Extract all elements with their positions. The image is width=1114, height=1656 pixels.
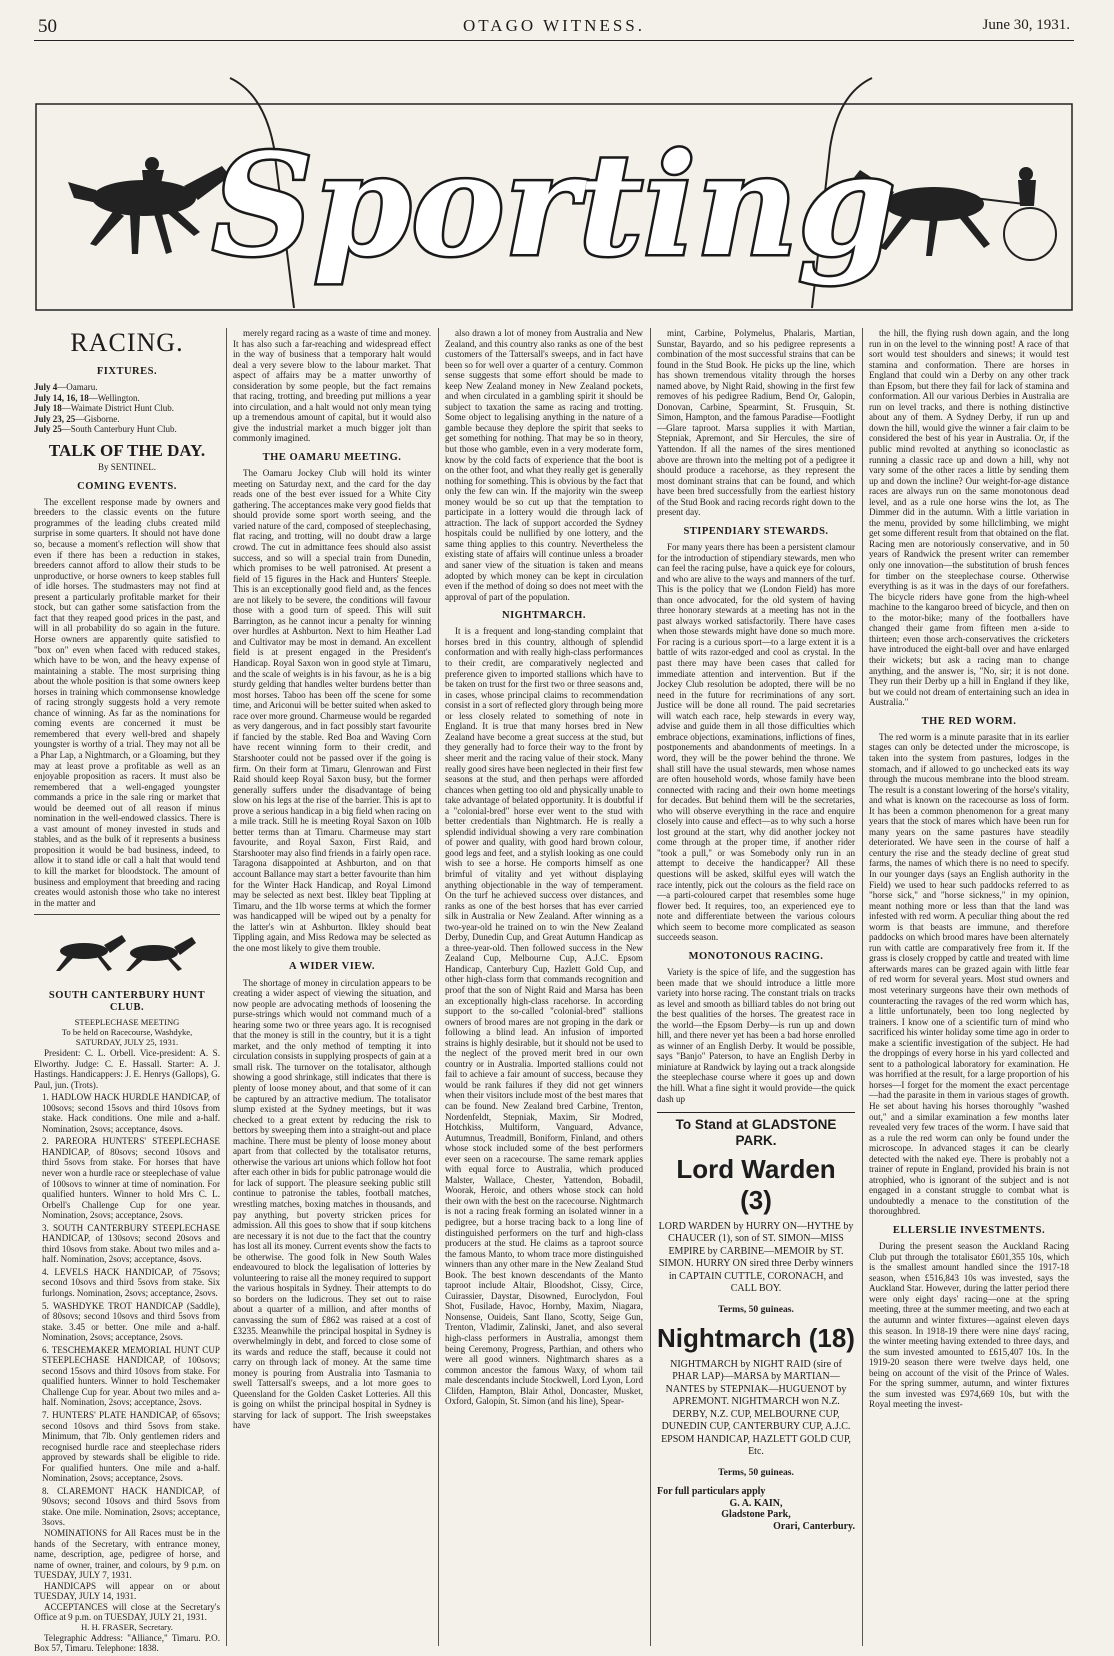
secretary: H. H. FRASER, Secretary.: [81, 1621, 173, 1632]
column-5-intro: the hill, the flying rush down again, and the long run in on the level to the winning post! A race of that sort would test shoulders and sinews; it would test stamina and conformation. There are horses in England that could win a Derby on any other track than Epsom, but there they fail for lack of stamina and conformation. All our various Derbies in Australia are run on level tracks, and there is nothing distinctive about any of them. A Sydney Derby, if run up and down the hill, would give the winner a fair claim to be considered the best of his year in Australia. Or, if the public mind revolted at anything so iconoclastic as running a classic race up and down a hill, why not vary some of the other races a little by sending them up and down the incline? Our weight-for-age distance races are always run on the same monotonous dead level, and as a rule one horse wins the lot, as The Dimmer did in the autumn. With a little variation in the menu, provided by some hillclimbing, we might get some different result from that obtained on the flat. Racing men are notoriously conservative, and in 50 years of Randwick the present writer can remember only one innovation—the substitution of brush fences for timber on the steeplechase course. Otherwise everything is as it was in the days of our forefathers. The bicycle riders have gone from the high-wheel machine to the kangaroo breed of bicycle, and then on to the motor-bike; many of the footballers have changed their game from fifteen men a-side to thirteen; even those arch-conservatives the cricketers have introduced the eight-ball over and have enlarged their wickets; but ask a racing man to change anything, and the answer is, "No, sir; it is not done. They run their Derby up a hill in England if they like, but we could not dream of entertaining such an idea in Australia.": [869, 328, 1069, 708]
red-worm-heading: THE RED WORM.: [921, 715, 1017, 727]
coming-events-text: The excellent response made by owners and breeders to the classic events on the future programmes of the leading clubs created mild surprise in some quarters. It should not have done so, because a moment's reflection will show that even if there has been a reduction in stakes, breeders cannot afford to allow their studs to be unproductive, or horse owners to keep stables full of idle horses. The studmasters may not find at present a particularly profitable market for their stock, but can gather some satisfaction from the fact that they reaped good prices in the past, and will in all probability do so again in the future. Horse owners are apparently quite satisfied to "box on" even when faced with reduced stakes, which have to be won, and the heavy expense of maintaining a stable. The most surprising thing about the whole position is that some owners keep horses in training which commonsense knowledge of racing strongly suggests hold a very remote chance of winning. As far as the nominations for coming events are concerned it must be remembered that every well-bred and shapely youngster is worthy of a trial. They may not all be a Phar Lap, a Nightmarch, or a Gloaming, but they may at least prove a profitable as well as an enjoyable proposition as racers. It must also be remembered that a well-engaged youngster commands a price in the sale ring or market that would be deemed out of all reason if minus nomination in the well-endowed classics. There is a vast amount of money invested in studs and stables, and as the bulk of it represents a business proposition it would be bad business, indeed, to allow it to stand idle or call a halt that would tend to kill the market for bloodstock. The amount of business and employment that breeding and racing creates would astonish those who take no interest in the matter and: [34, 496, 220, 908]
stipendiary-stewards-text: For many years there has been a persistent clamour for the introduction of stipendiary stewards, men who can feel the racing pulse, have a quick eye for colours, and who are alive to the ways and manners of the turf. This is the policy that we (London Field) has more than once advocated, for the old system of having three honorary stewards at a meeting has not in the past always worked satisfactorily. There have cases when those stewards might have done so much more. For racing is a curious sport—to a large extent it is a battle of wits razor-edged and cool as crystal. In the past there may have been cases that called for immediate attention and intervention. But if the Jockey Club resolution be adopted, there will be no need in the future for recriminations of any sort. Justice will be done all round. The paid secretaries will watch each race, help stewards in every way, advise and guide them in all those difficulties which embrace objections, examinations, inflictions of fines, postponements and abandonments of meetings. In a word, they will be the power behind the throne. We shall still have the usual stewards, men whose names are often household words, whose family have been connected with racing and their own home meetings for decades. But behind them will be the secretaries, who will observe everything in the race and enquire closely into cause and effect—as to why such a horse lost ground at the start, why did another jockey not come through at the proper time, if another rider "took a pull," or was Somebody only run in an attempt to deceive the handicapper? All these questions will be asked, skilful eyes will watch the race intently, pick out the colours as the field race on—a parti-coloured carpet that resembles some huge flower bed. It requires, too, an experienced eye to note and differentiate between the various colours which seem to become more complicated as season succeeds season.: [657, 542, 855, 943]
sporting-banner: [34, 58, 1074, 328]
masthead: [34, 14, 1074, 41]
meeting-date: SATURDAY, JULY 25, 1931.: [75, 1037, 179, 1047]
race-item: 6. TESCHEMAKER MEMORIAL HUNT CUP STEEPLECHASE HANDICAP, of 100sovs; second 15sovs and third 10sovs from stake. For qualified hunters. Winner to hold Teschemaker Challenge Cup for year. About two miles and a-half. Nomination, 2sovs; acceptance, 2sovs.: [42, 1344, 220, 1408]
ellerslie-text: During the present season the Auckland Racing Club put through the totalisator £601,355 10s, which is the smallest amount handled since the 1917-18 season, when £516,843 10s was invested, says the Auckland Star. However, during the latter period there were only eight days' racing—one at the spring meeting, three at the summer meeting, and two each at the autumn and winter fixtures—against eleven days this season. In 1918-19 there were nine days' racing, the winter meeting having extended to three days, and the sum invested amounted to £615,407 10s. In the 1919-20 season there were twelve days held, one being on account of the visit of the Prince of Wales. For the spring summer, autumn, and winter fixtures the sum invested was £974,669 10s, but with the Royal meeting the invest-: [869, 1241, 1069, 1410]
ad-pedigree-nightmarch: NIGHTMARCH by NIGHT RAID (sire of PHAR LAP)—MARSA by MARTIAN—NANTES by STEPNIAK—HUGUENOT by APREMONT. NIGHTMARCH won N.Z. DERBY, N.Z. CUP, MELBOURNE CUP, DUNEDIN CUP, CANTERBURY CUP, A.J.C. EPSOM HANDICAP, HAZLETT GOLD CUP, Etc.: [661, 1358, 851, 1458]
racehorse-jockey-icon: [68, 157, 230, 254]
talk-of-the-day-heading: TALK OF THE DAY.: [48, 440, 206, 460]
wider-view-heading: A WIDER VIEW.: [289, 961, 375, 973]
ad-contact-name: G. A. KAIN,: [729, 1497, 783, 1509]
newspaper-title: OTAGO WITNESS.: [463, 16, 645, 35]
nominations-notice: NOMINATIONS for All Races must be in the hands of the Secretary, with entrance money, name, description, age, pedigree of horse, and name of owner, trainer, and colours, by 9 p.m. on TUESDAY, JULY 7, 1931.: [34, 1528, 220, 1581]
ad-apply: For full particulars apply: [657, 1486, 766, 1498]
column-4: [650, 328, 861, 1646]
contact-details: Telegraphic Address: "Alliance," Timaru. P.O. Box 57, Timaru. Telephone: 1838.: [34, 1632, 220, 1654]
ad-pedigree-lord-warden: LORD WARDEN by HURRY ON—HYTHE by CHAUCER (1), son of ST. SIMON—MISS EMPIRE by CARBINE—MEMOIR by ST. SIMON. HURRY ON sired three Derby winners in CAPTAIN CUTTLE, CORONACH, and CALL BOY.: [658, 1220, 854, 1295]
race-item: 5. WASHDYKE TROT HANDICAP (Saddle), of 80sovs; second 10sovs and third 5sovs from stake. 3.45 or better. One mile and a-half. Nomination, 2sovs; acceptance, 2sovs.: [42, 1300, 220, 1343]
fixture-item: July 25—South Canterbury Hunt Club.: [34, 424, 177, 435]
race-item: 4. LEVELS HACK HANDICAP, of 75sovs; second 10sovs and third 5sovs from stake. Six furlongs. Nomination, 2sovs; acceptance, 2sovs.: [42, 1266, 220, 1298]
meeting-title: STEEPLECHASE MEETING: [74, 1017, 180, 1028]
sporting-title: Sporting: [212, 124, 896, 288]
issue-date: June 30, 1931.: [982, 17, 1070, 33]
ad-stallion-lord-warden: Lord Warden (3): [676, 1154, 836, 1215]
monotonous-racing-heading: MONOTONOUS RACING.: [688, 950, 824, 962]
stud-advertisement: [657, 1112, 855, 1532]
race-item: 7. HUNTERS' PLATE HANDICAP, of 65sovs; second 10sovs and third 5sovs from stake. Minimum, that 7lb. Only gentlemen riders and recognised hurdle race and steeplechase riders approved by stewards shall be eligible to ride. For qualified hunters. One mile and a-half. Nomination, 2sovs; acceptance, 2sovs.: [42, 1410, 220, 1484]
column-2: [226, 328, 437, 1646]
race-item: 8. CLAREMONT HACK HANDICAP, of 90sovs; second 10sovs and third 5sovs from stake. One mile. Nomination, 2sovs; acceptance, 3sovs.: [42, 1485, 220, 1528]
fixture-item: July 23, 25—Gisborne.: [34, 413, 120, 424]
ellerslie-heading: ELLERSLIE INVESTMENTS.: [892, 1225, 1046, 1237]
race-item: 2. PAREORA HUNTERS' STEEPLECHASE HANDICAP, of 80sovs; second 10sovs and third 5sovs from stake. For horses that have never won a hurdle race or steeplechase of value of 100sovs to winner at time of nomination. For qualified hunters. Winner to hold Mrs C. L. Orbell's Challenge Cup for one year. Nomination, 2sovs; acceptance, 2sovs.: [42, 1136, 220, 1221]
stipendiary-stewards-heading: STIPENDIARY STEWARDS.: [683, 525, 829, 537]
ad-terms-lord-warden: Terms, 50 guineas.: [718, 1303, 794, 1315]
oamaru-meeting-heading: THE OAMARU MEETING.: [262, 452, 402, 464]
fixture-item: July 4—Oamaru.: [34, 382, 98, 393]
fixtures-list: [34, 382, 220, 434]
divider: [34, 914, 220, 915]
column-3-intro: also drawn a lot of money from Australia and New Zealand, and this country also ranks as one of the best customers of the Tattersall's sweeps, and in fact have been so for well over a quarter of a century. Common sense suggests that some effort should be made to keep New Zealand money in New Zealand pockets, and when circulated in a gambling spirit it should be subject to taxation the same as racing and trotting. Some object to legalising anything in the nature of a gamble because they deplore the spirit that seeks to get something for nothing. That may be so in theory, but those who gamble, even in a very moderate form, know by the cold facts of experience that the boot is on the other foot, and what they really get is generally nothing for something. This is obvious by the fact that only the few can win. If the majority win the sweep money would be so cut up that the temptation to participate in a lottery would die through lack of attraction. The lack of support accorded the Sydney hospitals could be nullified by one lottery, and the same thing applies to this country. Nevertheless the existing state of affairs will continue unless a broader and saner view of the situation is taken and means adopted by which money can be kept in circulation even if the method of doing so does not meet with the approval of part of the population.: [445, 328, 643, 602]
monotonous-racing-text: Variety is the spice of life, and the suggestion has been made that we should introduce a little more variety into horse racing. The constant trials on tracks as level and smooth as billiard tables do not bring out the best qualities of the horses. The greatest race in the world—the Epsom Derby—is run up and down hill, and there never yet has been a bad horse enrolled as winner of an English Derby. It would be possible, says "Banjo" Paterson, to have an English Derby in miniature at Randwick by laying out a track alongside the steeplechase course where it goes up and down the hill. What a fine sight it would provide—the quick dash up: [657, 966, 855, 1104]
column-3: [438, 328, 649, 1646]
ad-terms-nightmarch: Terms, 50 guineas.: [718, 1466, 794, 1478]
fixture-item: July 14, 16, 18—Wellington.: [34, 392, 140, 403]
section-heading-racing: RACING.: [70, 328, 184, 357]
coming-events-heading: COMING EVENTS.: [77, 480, 177, 492]
handicaps-notice: HANDICAPS will appear on or about TUESDAY, JULY 14, 1931.: [34, 1580, 220, 1602]
byline: By SENTINEL.: [98, 462, 156, 473]
race-programme: [34, 1092, 220, 1528]
ad-contact-place: Gladstone Park,: [721, 1509, 791, 1521]
ad-heading: To Stand at GLADSTONE PARK.: [675, 1117, 837, 1148]
hunt-club-heading: SOUTH CANTERBURY HUNT CLUB.: [48, 989, 206, 1013]
red-worm-text: The red worm is a minute parasite that in its earlier stages can only be detected under the microscope, is taken into the system from pastures, lodges in the stomach, and if allowed to go unchecked eats its way through the mucous membrane into the blood stream. The result is a constant lowering of the horse's vitality, and what is known on the racecourse as loss of form. It has been a common phenomenon for a great many years that the stock of mares which have been run for many years on the same pastures have steadily deteriorated. We have seen in the course of half a century the rise and the steady decline of great stud farms, the names of which there is no need to specify. In our younger days (says an English authority in the Field) we used to hear such paddocks referred to as "horse sick," and "horse sickness," in my opinion, meant nothing more or less than that the land was infested with red worm. A peculiar thing about the red worm is that beasts are immune, and therefore paddocks on which brood mares have been alternately run with cattle are comparatively free from it. If the grass is closely cropped by cattle and treated with lime afterwards mares can be grazed again with little fear of red worm for several years. Most stud owners and most veterinary surgeons have their own methods of counteracting the ravages of the red worm which has, a little unfortunately, been too long neglected by trainers. I know one of a scientific turn of mind who sacrificed his winter holiday some time ago in order to make a scientific investigation of the subject. He had the droppings of every horse in his yard collected and sent to a pathological laboratory for examination. He was horrified at the result, for a large proportion of his horses—I forget for the moment the exact percentage—had the parasite in them in various stages of growth. He set about having his horses thoroughly "washed out," and a similar examination a few months later revealed very few traces of the worm. I have said that as a rule the red worm can only be found under the microscope. In advanced stages it can be clearly detected with the naked eye. There is probably not a trainer of repute in England, provided his brain is not atrophied, who is ignorant of the subject and is not engaged in a constant struggle to combat what is undoubtedly a menace to the constitution of the thoroughbred.: [869, 731, 1069, 1217]
race-item: 3. SOUTH CANTERBURY STEEPLECHASE HANDICAP, of 130sovs; second 20sovs and third 10sovs from stake. About two miles and a-half. Nomination, 2sovs; acceptance, 4sovs.: [42, 1222, 220, 1265]
meeting-place: To be held on Racecourse, Washdyke,: [61, 1027, 193, 1038]
fixture-item: July 18—Waimate District Hunt Club.: [34, 403, 175, 414]
ad-stallion-nightmarch: Nightmarch (18): [657, 1322, 855, 1353]
officials: President: C. L. Orbell. Vice-president: A. S. Elworthy. Judge: C. E. Hassall. Starter: A. J. Hastings. Handicappers: J. E. Henrys (Gallops), G. Paul, jun. (Trots).: [34, 1047, 220, 1090]
acceptances-notice: ACCEPTANCES will close at the Secretary's Office at 9 p.m. on TUESDAY, JULY 21, 1931.: [34, 1601, 220, 1623]
column-1: [34, 328, 226, 1654]
wider-view-text: The shortage of money in circulation appears to be creating a wider aspect of viewing the situation, and now people are advocating methods of loosening the purse-strings which would not command much of a hearing some two or three years ago. It is recognised that the money is still in the country, but it is a tight market, and the only method of tempting it into circulation consists in supplying prospects of gain at a small risk. The turnover on the totalisator, although showing a good shrinkage, still indicates that there is plenty of loose money about, and that some of it can be captured by an attractive medium. The totalisator slump existed at the Sydney meetings, but it was checked to a great extent by reducing the risk to bettors by sweeping them into a straight-out and place machine. There must be plenty of loose money about apart from that collected by the totalisator returns, otherwise the various art unions which follow hot foot after each other in bids for public patronage would die for lack of support. The pleasure seeking public still continue to patronise the tables, football matches, wrestling matches, boxing matches in thousands, and pay anything, but poverty stricken prices for admission. All this goes to show that if soup kitchens are necessary it is not due to the fact that the country has lost all its money. Current events show the facts to be otherwise. The good folk in New South Wales endeavoured to block the legalisation of lotteries by volunteering to raise all the money required to support the various hospitals in Sydney. Their attempts to do so borders on the ludicrous. They set out to raise about a quarter of a million, and after months of canvassing the sum of £862 was raised at a cost of £3235. Meanwhile the principal hospital in Sydney is overwhelmingly in debt, and forced to close some of its wards and reduce the staff, because it could not carry on through lack of money. At the same time money is pouring from Australia into Tasmania to swell Tattersall's sweeps, and a lot more goes to Queensland for the Golden Casket Lotteries. All this is going on whilst the principal hospital in Sydney is starving for lack of support. The Irish sweepstakes have: [233, 977, 431, 1431]
page-number: 50: [38, 16, 57, 37]
column-4-intro: mint, Carbine, Polymelus, Phalaris, Martian, Sunstar, Bayardo, and so his pedigree represents a combination of the most successful strains that can be found in the Stud Book. He picks up the line, which has shown tremendous vitality through the horses named above, by Night Raid, showing in the first few removes of his pedigree Radium, Bend Or, Galopin, Donovan, Carbine, Spearmint, St. Frusquin, St. Simon, Hampton, and the famous Paradise—Footlight—Glare taproot. Marsa supplies it with Martian, Stepniak, Apremont, and Sir Hercules, the sire of Yattendon. If all the names of the sires mentioned above are thrown into the melting pot of a pedigree it should produce a racehorse, as they represent the most dominant strains that can be found, and which have been bred successfully from the earliest history of the Stud Book and racing records right down to the present day.: [657, 328, 855, 518]
column-5: [862, 328, 1069, 1646]
hunt-club-horses-icon: [34, 927, 214, 973]
fixtures-heading: FIXTURES.: [96, 366, 158, 378]
ad-contact-town: Orari, Canterbury.: [773, 1520, 855, 1532]
nightmarch-heading: NIGHTMARCH.: [502, 610, 586, 622]
nightmarch-text: It is a frequent and long-standing complaint that horses bred in this country, although of splendid conformation and with really high-class performances to their credit, are comparatively neglected and preference given to imported stallions which have to be taken on trust for the first two or three seasons and, in cases, whose principal claims to recommendation consist in a sort of reflected glory through being more or less closely related to something of note in England. It is true that many horses bred in New Zealand have become a great success at the stud, but they generally had to force their way to the front by sheer merit and the racing value of their stock. Many really good sires have been neglected in their first few seasons at the stud, and then perhaps were afforded chances when getting too old and physically unable to take advantage of belated opportunity. It is doubtful if a "colonial-bred" horse ever went to the stud with better credentials than Nightmarch. He is really a splendid individual showing a very rare combination of power and quality, with good hard brown colour, good legs and feet, and a stylish looking as one could wish to see a horse. He comports himself as one brimful of vitality and yet without displaying anything objectionable in the way of temperament. On the turf he achieved success over distances, and ranks as one of the best horses that has ever carried silk in Australia or New Zealand. After winning as a two-year-old he trained on to win the New Zealand Derby, Dunedin Cup, and Great Autumn Handicap as a three-year-old. Then followed success in the New Zealand Cup, Melbourne Cup, A.J.C. Epsom Handicap, Canterbury Cup, Hazlett Gold Cup, and other high-class form that commands recognition and proof that the son of Night Raid and Marsa has been an exceptionally high-class racehorse. In according support to the so-called "colonial-bred" stallions owners of brood mares are not groping in the dark or following a blind lead. An infusion of imported strains is highly desirable, but it should not be used to the neglect of the proved merit bred in our own country or in Australia. Imported stallions could not fail to achieve a fair amount of success, because they would be rank failures if they did not get winners when their visitors include most of the best mares that can be found. New Zealand bred Carbine, Trenton, Nordenfeldt, Stepniak, Maxim, Sir Modred, Hotchkiss, Multiform, Vanguard, Advance, Autumnus, Treadmill, Boniform, Finland, and others whose stock included some of the best performers ever seen on a racecourse. The same remark applies with equal force to Australia, which produced Malster, Wallace, Chester, Yattendon, Bobadil, Woorak, Heroic, and others whose stock can hold their own with the best on the racecourse. Nightmarch is not a racing freak forming an isolated winner in a pedigree, but a horse tracing back to a long line of distinguished performers on the turf and high-class producers at the stud. He claims as a taproot source the famous Manto, to whom trace more distinguished winners than any other mare in the New Zealand Stud Book. The best known descendants of the Manto taproot include Altair, Bloodshot, Cissy, Circe, Cuirassier, Daystar, Disowned, Euroclydon, Foul Shot, Fusilade, Havoc, Hornby, Maxim, Niagara, Nonsense, Ouideis, Sant Ilano, Scotty, Seige Gun, Trenton, Vladimir, Zalinski, Janet, and also several high-class performers in Australia, amongst them being Ceremony, Progress, Parthian, and others who were all good winners. Nightmarch shares as a common ancestor the famous Waxy, of whom tail male descendants include Stockwell, Lord Lyon, Lord Clifden, Hampton, Blair Athol, Doncaster, Musket, Oxford, Galopin, St. Simon (and his line), Spear-: [445, 626, 643, 1407]
oamaru-meeting-text: The Oamaru Jockey Club will hold its winter meeting on Saturday next, and the card for the day reads one of the best ever issued for a White City gathering. The acceptances make very good fields that should provide some sport worth seeing, and the varied nature of the card, composed of steeplechasing, flat racing, and trotting, will no doubt draw a large crowd. The cut in admittance fees should also assist success, and so will a special train from Dunedin, which promises to be well patronised. At present a field of 15 figures in the Hack and Hunters' Steeple. This is an exceptionally good field and, as the fences are not likely to be severe, the conditions will favour those with a good turn of speed. This will suit Barrington, as he cannot incur a penalty for winning over hurdles at Ashburton. Next to him Heather Lad and Cultivator may be most in demand. An excellent field is at present engaged in the President's Handicap. Royal Saxon won in good style at Timaru, and the scale of weights is in his favour, as he is a big sturdy gelding that handles welter burdens better than most horses. Taboo has been off the scene for some time, and Ariconui will be better suited when asked to race over more ground. Charmeuse would be regarded as very dangerous, and in fact possibly start favourite if fancied by the stable. Red Boa and Waving Corn have recent winning form to their credit, and Starshooter could not be passed over if the going is firm. On their form at Timaru, Glenrowan and First Raid should keep Royal Saxon busy, but the former generally suffers under the disadvantage of being slow on his legs at the rise of the barrier. This is apt to prove a serious handicap in a big field when racing on a mile track. Still he is meeting Royal Saxon on 10lb better terms than at Timaru. Charmeuse may start favourite, and Royal Saxon, First Raid, and Starshooter may also find friends in a fairly open race. Taragona disappointed at Ashburton, and on that account Ballance may start a better favourite than him for the Winter Hack Handicap, and Royal Limond may be selected as next best. Ilkley beat Tippling at Timaru, and the 1lb worse terms at which the former was handicapped will be wiped out by a penalty for the latter's win at Ashburton. Ilkley should beat Tippling again, and Miss Redowa may be selected as the one most likely to give them trouble.: [233, 468, 431, 953]
column-2-intro: merely regard racing as a waste of time and money. It has also such a far-reaching and widespread effect in the way of business that a temporary halt would deal a very severe blow to the labour market. That aspect of affairs may be a matter unworthy of consideration by some people, but the fact remains that racing, trotting, and breeding put millions a year into circulation, and a halt would not only mean tying up a tremendous amount of capital, but it would also give the industrial market a much bigger jolt than commonly imagined.: [233, 328, 431, 444]
article-columns: [34, 328, 1074, 1654]
race-item: 1. HADLOW HACK HURDLE HANDICAP, of 100sovs; second 15sovs and third 10sovs from stake. Hack conditions. One mile and a-half. Nomination, 2sovs; acceptance, 4sovs.: [42, 1092, 220, 1134]
